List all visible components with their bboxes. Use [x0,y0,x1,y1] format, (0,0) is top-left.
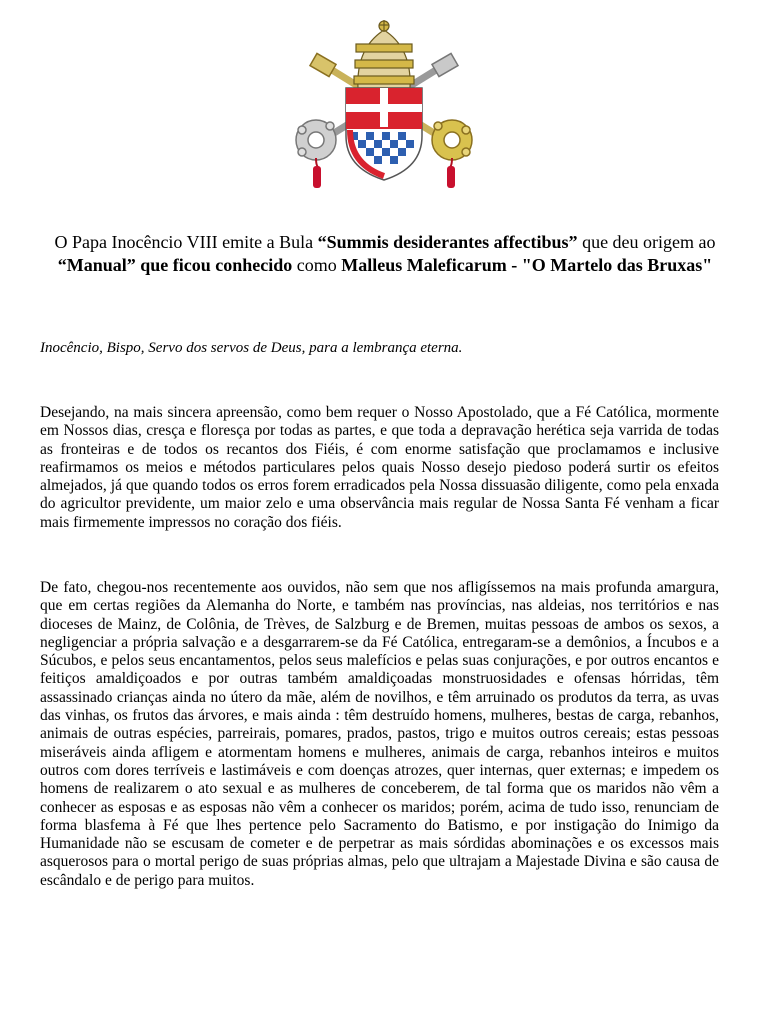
manual-phrase: “Manual” que ficou conhecido [57,255,293,275]
title-text-5: como [292,255,342,275]
bull-name: “Summis desiderantes affectibus” [317,232,578,252]
paragraph-2: De fato, chegou-nos recentemente aos ouvidos, não sem que nos afligíssemos na mais profunda amargura, que em certas regiões da Alemanha do Norte, e também nas províncias, nas aldeias, nos territórios e nas dioceses de Mainz, de Colônia, de Trèves, de Salzburg e de Bremen, muitas pessoas de ambos os sexos, a negligenciar a própria salvação e a desgarrarem-se da Fé Católica, entregaram-se a demônios, a Íncubos e a Súcubos, e pelos seus encantamentos, pelos seus malefícios e pelas suas conjurações, e por outros encantos e feitiços amaldiçoados e por outras também amaldiçoadas monstruosidades e ofensas hórridas, têm assassinado crianças ainda no útero da mãe, além de novilhos, e têm arruinado os produtos da terra, as uvas das vinhas, os frutos das árvores, e mais ainda : têm destruído homens, mulheres, bestas de carga, rebanhos, animais de outras espécies, parreirais, pomares, prados, pastos, trigo e muitos outros cereais; estas pessoas miseráveis ainda afligem e atormentam homens e mulheres, animais de carga, rebanhos inteiros e muitos outros com dores terríveis e lastimáveis e com doenças atrozes, quer internas, quer externas; e impedem os homens de realizarem o ato sexual e as mulheres de conceberem, de tal forma que os maridos não vêm a conhecer as esposas e as esposas não vêm a conhecer os maridos; porém, acima de tudo isso, renunciam de forma blasfema à Fé que lhes pertence pelo Sacramento do Batismo, e por instigação do Inimigo da Humanidade não se escusam de cometer e de perpetrar as mais sórdidas abominações e os excessos mais asquerosos para o mortal perigo de suas próprias almas, pelo que ultrajam a Majestade Divina e são causa de escândalo e de perigo para muitos. [40,579,719,889]
malleus-name: Malleus Maleficarum - "O Martelo das Bruxas" [341,255,713,275]
papal-tiara-icon [354,20,414,88]
title-text-3: que deu origem ao [577,232,716,252]
papal-coat-of-arms-icon [286,18,482,190]
document-title [40,231,730,277]
paragraph-1: Desejando, na mais sincera apreensão, como bem requer o Nosso Apostolado, que a Fé Católica, mormente em Nossos dias, cresça e floresça por todas as partes, e que toda a depravação herética seja varrida de todas as fronteiras e de todos os recantos dos Fiéis, é com enorme satisfação que proclamamos e inclusive reafirmamos os meios e métodos particulares pelos quais Nosso desejo piedoso poderá surtir os efeitos almejados, já que quando todos os erros forem erradicados pela Nossa dissuasão diligente, como pela enxada do agricultor previdente, um maior zelo e uma observância mais regular de Nossa Santa Fé venham a ficar mais firmemente impressos no coração dos fiéis. [40,404,719,531]
title-text-1: O Papa Inocêncio VIII emite a Bula [54,232,318,252]
salutation: Inocêncio, Bispo, Servo dos servos de Deus, para a lembrança eterna. [40,340,463,356]
shield-icon [346,88,422,180]
